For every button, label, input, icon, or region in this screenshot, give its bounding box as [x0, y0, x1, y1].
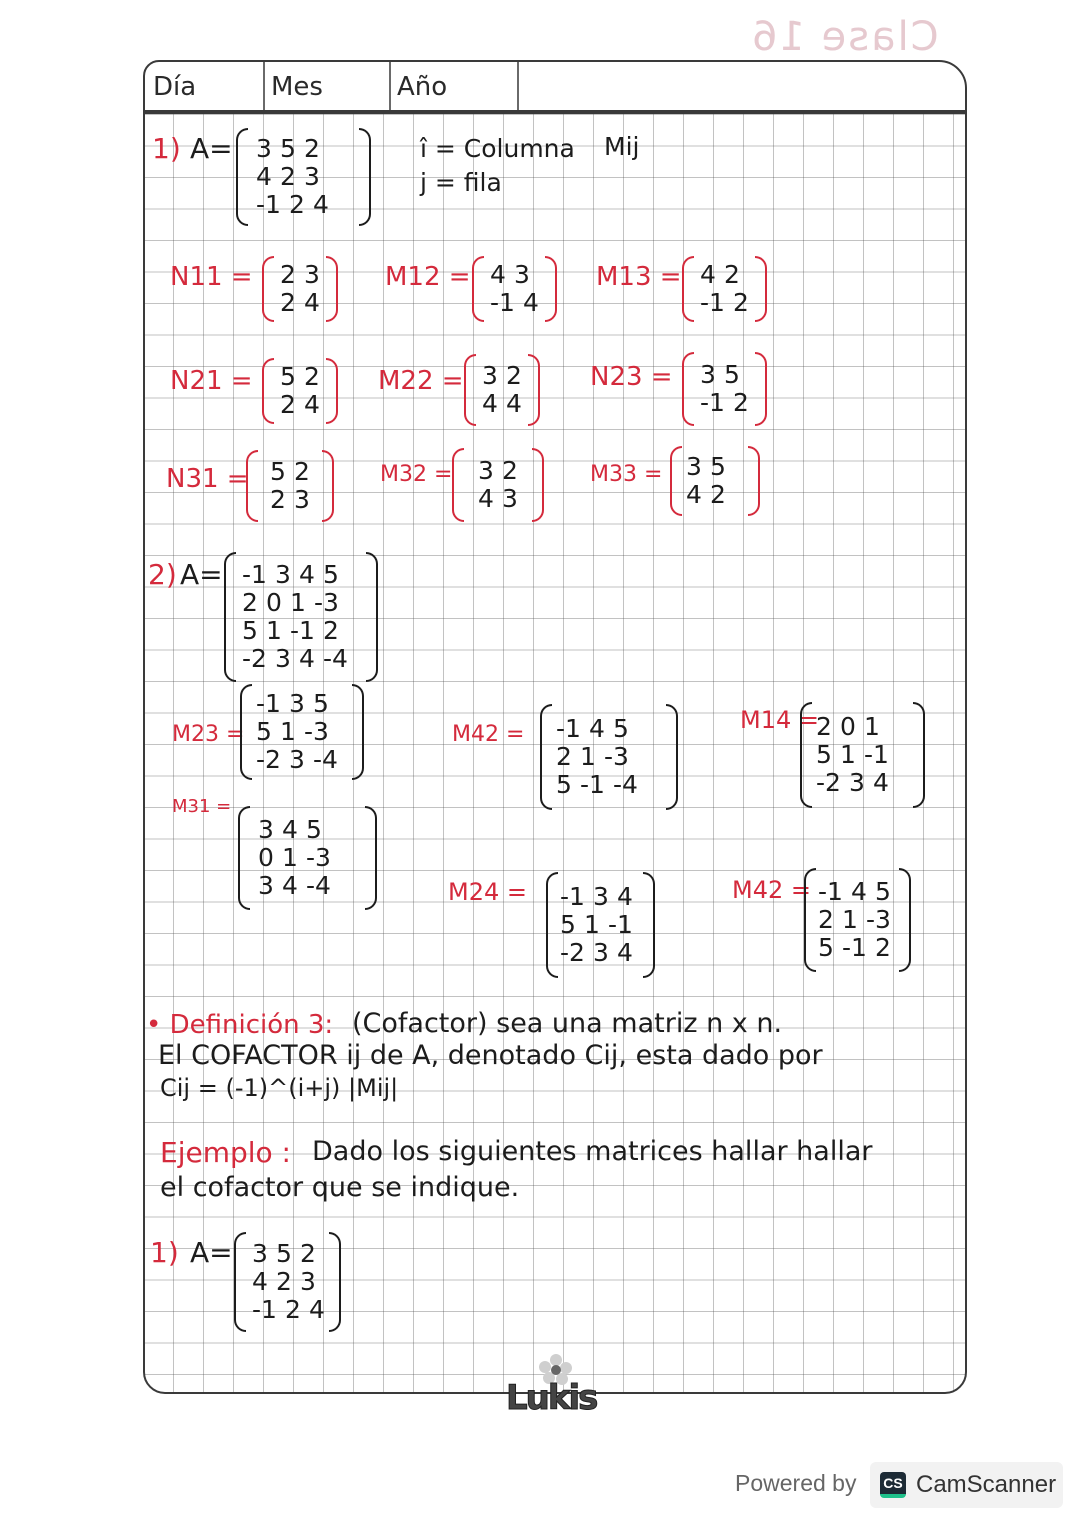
note-j-row: j = fila	[420, 168, 502, 197]
problem2-matrix: -1 3 4 5 2 0 1 -3 5 1 -1 2 -2 3 4 -4	[224, 552, 378, 682]
minor-label: M32 =	[380, 462, 453, 487]
day-cell	[145, 62, 265, 110]
minor-matrix: 3 2 4 4	[464, 354, 540, 426]
minor-matrix: 3 4 5 0 1 -3 3 4 -4	[238, 806, 377, 910]
minor-matrix: 4 2 -1 2	[682, 256, 767, 322]
minor-label: N21 =	[170, 366, 253, 396]
problem1-number: 1)	[152, 132, 181, 165]
left-paren	[236, 128, 248, 226]
minor-label: M12 =	[385, 262, 471, 292]
cofactor-formula: Cij = (-1)^(i+j) |Mij|	[160, 1074, 399, 1102]
minor-label: M14 =	[740, 706, 819, 734]
year-cell	[389, 62, 519, 110]
minor-matrix: 3 5 4 2	[670, 446, 760, 516]
example-line2: el cofactor que se indique.	[160, 1172, 520, 1203]
example-line1: Dado los siguientes matrices hallar hallar	[312, 1136, 873, 1167]
month-cell	[263, 62, 391, 110]
camscanner-badge[interactable]	[870, 1462, 1063, 1508]
minor-matrix: 5 2 2 3	[246, 450, 334, 522]
minor-matrix: 2 0 1 5 1 -1 -2 3 4	[800, 702, 925, 808]
powered-by-text: Powered by	[735, 1470, 857, 1496]
minor-label: N11 =	[170, 262, 253, 292]
minor-label: M23 =	[172, 722, 245, 747]
month-label: Mes	[271, 72, 323, 102]
example-number: 1)	[150, 1236, 179, 1269]
minor-label: N31 =	[166, 464, 249, 494]
minor-label: M22 =	[378, 366, 464, 396]
problem2-matrix-label: A=	[180, 558, 223, 591]
camscanner-name: CamScanner	[916, 1471, 1057, 1498]
note-i-column: î = Columna	[420, 134, 575, 163]
minor-matrix: -1 4 5 2 1 -3 5 -1 -4	[540, 704, 678, 810]
minor-matrix: 3 5 -1 2	[682, 352, 767, 426]
example-matrix-label: A=	[190, 1236, 233, 1269]
problem1-matrix: 3 5 2 4 2 3 -1 2 4	[236, 128, 371, 226]
bleed-through-title: Clase 16	[750, 14, 939, 60]
minor-label: M42 =	[452, 722, 525, 747]
minor-matrix: 3 2 4 3	[452, 448, 544, 522]
note-mij-symbol: Mij	[604, 132, 640, 161]
date-header	[143, 60, 967, 112]
minor-matrix: -1 3 4 5 1 -1 -2 3 4	[546, 872, 655, 978]
example-title: Ejemplo :	[160, 1136, 291, 1169]
minor-label: M24 =	[448, 878, 527, 906]
minor-label: N23 =	[590, 362, 673, 392]
definition-line1: (Cofactor) sea una matriz n x n.	[352, 1008, 783, 1039]
minor-label: M31 =	[172, 796, 232, 817]
right-paren	[359, 128, 371, 226]
minor-label: M42 =	[732, 876, 811, 904]
minor-matrix: 5 2 2 4	[262, 358, 338, 424]
problem1-matrix-label: A=	[190, 132, 233, 165]
example-matrix: 3 5 2 4 2 3 -1 2 4	[234, 1232, 341, 1332]
minor-matrix: -1 4 5 2 1 -3 5 -1 2	[804, 868, 911, 972]
minor-matrix: 2 3 2 4	[262, 256, 338, 322]
problem2-number: 2)	[148, 558, 177, 591]
definition-line2: El COFACTOR ij de A, denotado Cij, esta dado por	[158, 1040, 823, 1071]
camscanner-icon: CS	[880, 1472, 906, 1498]
minor-label: M33 =	[590, 462, 663, 487]
year-label: Año	[397, 72, 448, 102]
minor-matrix: -1 3 5 5 1 -3 -2 3 -4	[240, 684, 364, 780]
day-label: Día	[153, 72, 197, 102]
minor-matrix: 4 3 -1 4	[472, 256, 557, 322]
notebook-logo	[502, 1356, 602, 1426]
definition-title: • Definición 3:	[146, 1010, 334, 1040]
logo-text: Lukis	[506, 1378, 597, 1418]
minor-label: M13 =	[596, 262, 682, 292]
